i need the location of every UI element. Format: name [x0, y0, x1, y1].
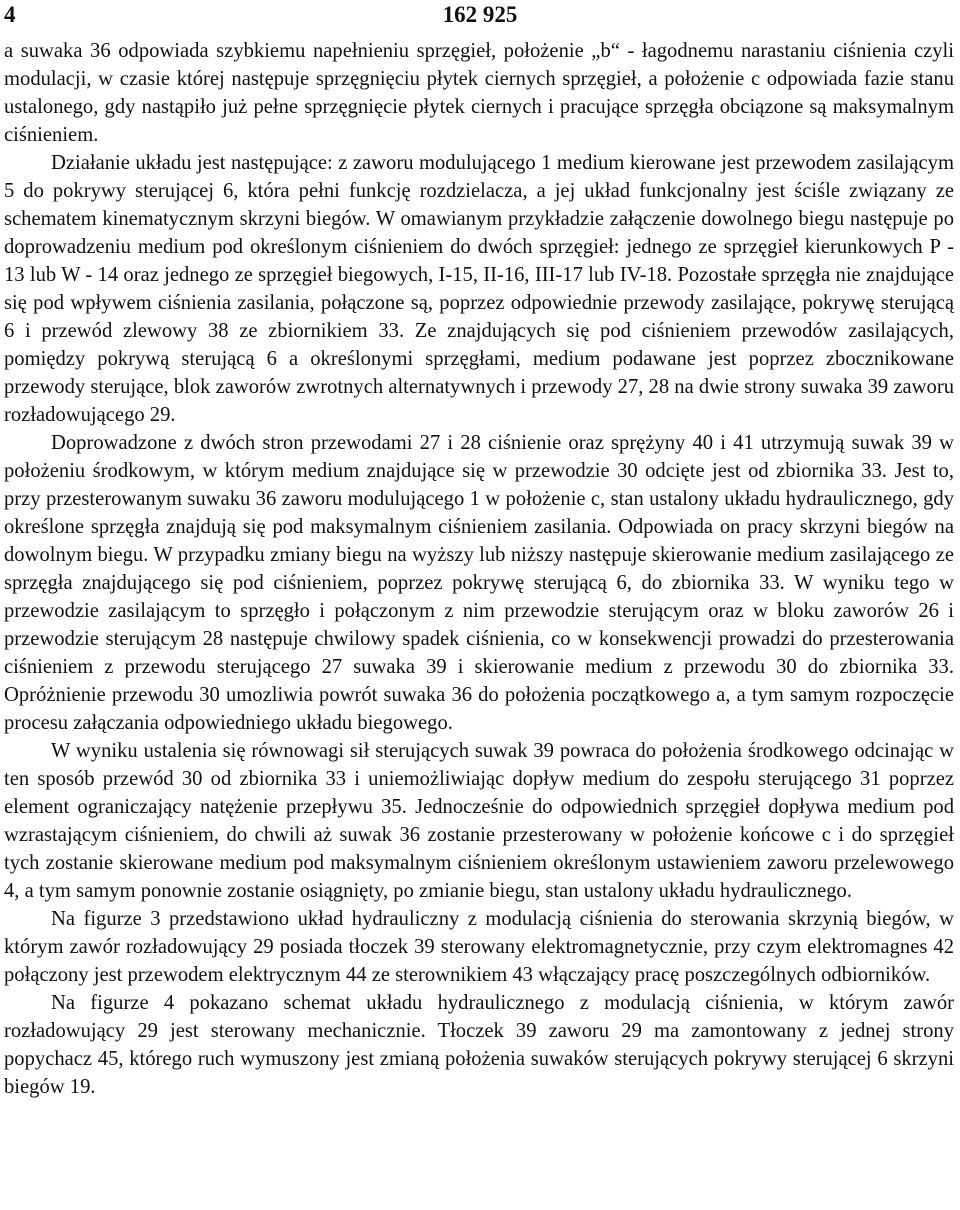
page-number: 4 [4, 2, 16, 27]
body-text [4, 37, 954, 1101]
paragraph: Na figurze 4 pokazano schemat układu hydraulicznego z modulacją ciśnienia, w którym zawór rozładowujący 29 jest sterowany mechanicznie. Tłoczek 39 zaworu 29 ma zamontowany z jednej strony popychacz 45, którego ruch wymuszony jest zmianą położenia suwaków sterujących pokrywy sterującej 6 skrzyni biegów 19. [4, 992, 954, 1098]
paragraph: a suwaka 36 odpowiada szybkiemu napełnieniu sprzęgieł, położenie „b“ - łagodnemu narastaniu ciśnienia czyli modulacji, w czasie której następuje sprzęgnięciu płytek ciernych sprzęgieł, a położenie c odpowiada fazie stanu ustalonego, gdy nastąpiło już pełne sprzęgnięcie płytek ciernych i pracujące sprzęgła obciązone są maksymalnym ciśnieniem. [4, 40, 954, 146]
document-number: 162 925 [442, 2, 518, 27]
paragraph: W wyniku ustalenia się równowagi sił sterujących suwak 39 powraca do położenia środkowego odcinając w ten sposób przewód 30 od zbiornika 33 i uniemożliwiając dopływ medium do zespołu sterującego 31 poprzez element ograniczający natężenie przepływu 35. Jednocześnie do odpowiednich sprzęgieł dopływa medium pod wzrastającym ciśnieniem, do chwili aż suwak 36 zostanie przesterowany w położenie końcowe c i do sprzęgieł tych zostanie skierowane medium pod maksymalnym ciśnieniem określonym ustawieniem zaworu przelewowego 4, a tym samym ponownie zostanie osiągnięty, po zmianie biegu, stan ustalony układu hydraulicznego. [4, 740, 954, 902]
paragraph: Na figurze 3 przedstawiono układ hydrauliczny z modulacją ciśnienia do sterowania skrzynią biegów, w którym zawór rozładowujący 29 posiada tłoczek 39 sterowany elektromagnetycznie, przy czym elektromagnes 42 połączony jest przewodem elektrycznym 44 ze sterownikiem 43 włączający pracę poszczególnych odbiorników. [4, 908, 954, 986]
paragraph: Działanie układu jest następujące: z zaworu modulującego 1 medium kierowane jest przewodem zasilającym 5 do pokrywy sterującej 6, która pełni funkcję rozdzielacza, a jej układ funkcjonalny jest ściśle związany ze schematem kinematycznym skrzyni biegów. W omawianym przykładzie załączenie dowolnego biegu następuje po doprowadzeniu medium pod określonym ciśnieniem do dwóch sprzęgieł: jednego ze sprzęgieł kierunkowych P - 13 lub W - 14 oraz jednego ze sprzęgieł biegowych, I-15, II-16, III-17 lub IV-18. Pozostałe sprzęgła nie znajdujące się pod wpływem ciśnienia zasilania, połączone są, poprzez odpowiednie przewody zasilające, pokrywę sterującą 6 i przewód zlewowy 38 ze zbiornikiem 33. Ze znajdujących się pod ciśnieniem przewodów zasilających, pomiędzy pokrywą sterującą 6 a określonymi sprzęgłami, medium podawane jest poprzez zbocznikowane przewody sterujące, blok zaworów zwrotnych alternatywnych i przewody 27, 28 na dwie strony suwaka 39 zaworu rozładowującego 29. [4, 152, 954, 426]
paragraph: Doprowadzone z dwóch stron przewodami 27 i 28 ciśnienie oraz sprężyny 40 i 41 utrzymują suwak 39 w położeniu środkowym, w którym medium znajdujące się w przewodzie 30 odcięte jest od zbiornika 33. Jest to, przy przesterowanym suwaku 36 zaworu modulującego 1 w położenie c, stan ustalony układu hydraulicznego, gdy określone sprzęgła znajdują się pod maksymalnym ciśnieniem zasilania. Odpowiada on pracy skrzyni biegów na dowolnym biegu. W przypadku zmiany biegu na wyższy lub niższy następuje skierowanie medium zasilającego ze sprzęgła znajdującego się pod ciśnieniem, poprzez pokrywę sterującą 6, do zbiornika 33. W wyniku tego w przewodzie zasilającym to sprzęgło i połączonym z nim przewodzie sterującym oraz w bloku zaworów 26 i przewodzie sterującym 28 następuje chwilowy spadek ciśnienia, co w konsekwencji prowadzi do przesterowania ciśnieniem z przewodu sterującego 27 suwaka 39 i skierowanie medium z przewodu 30 do zbiornika 33. Opróżnienie przewodu 30 umozliwia powrót suwaka 36 do położenia początkowego a, a tym samym rozpoczęcie procesu załączania odpowiedniego układu biegowego. [4, 432, 954, 734]
